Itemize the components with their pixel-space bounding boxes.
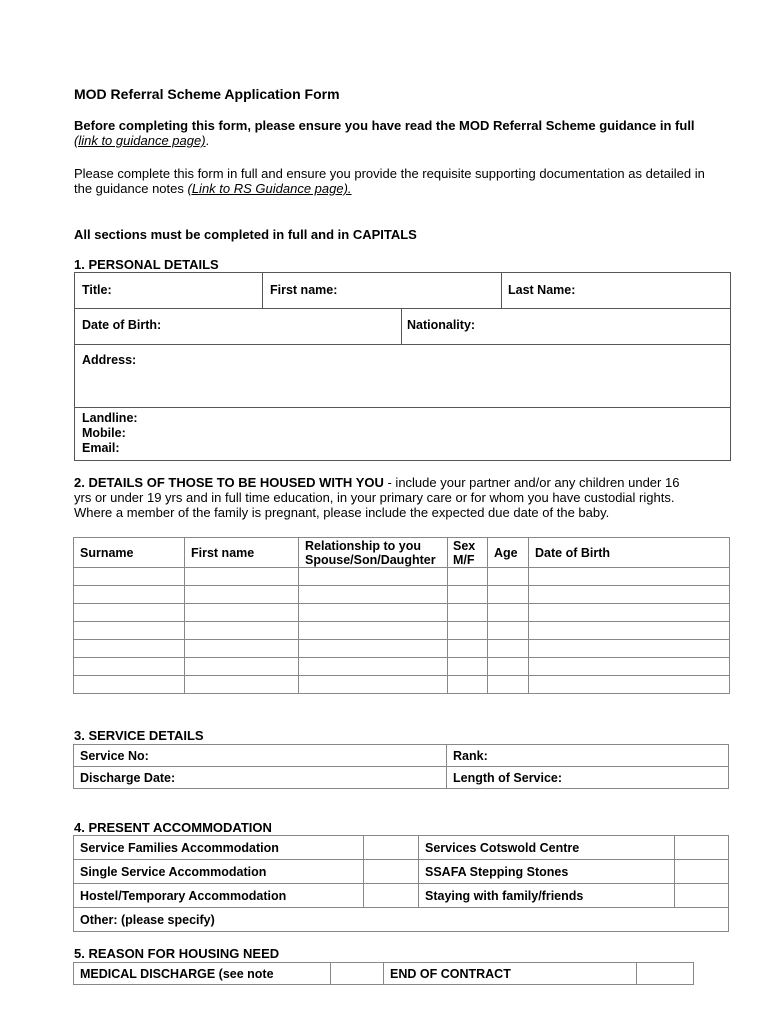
length-of-service-field[interactable]: Length of Service: bbox=[447, 767, 729, 789]
table-cell[interactable] bbox=[488, 640, 529, 658]
title-label: Title: bbox=[82, 283, 112, 297]
table-row[interactable] bbox=[74, 586, 730, 604]
table-cell[interactable] bbox=[185, 568, 299, 586]
intro-guidance-tail: . bbox=[205, 133, 210, 148]
table-cell[interactable] bbox=[488, 676, 529, 694]
accom-option-label: Services Cotswold Centre bbox=[419, 836, 675, 860]
table-cell[interactable] bbox=[299, 676, 448, 694]
last-name-label: Last Name: bbox=[508, 283, 576, 297]
table-cell[interactable] bbox=[448, 604, 488, 622]
table-cell[interactable] bbox=[448, 622, 488, 640]
table-cell[interactable] bbox=[448, 658, 488, 676]
table-cell[interactable] bbox=[529, 640, 730, 658]
address-label: Address: bbox=[82, 353, 137, 367]
accom-checkbox[interactable] bbox=[364, 860, 419, 884]
table-cell[interactable] bbox=[299, 586, 448, 604]
table-row[interactable] bbox=[74, 676, 730, 694]
table-cell[interactable] bbox=[299, 658, 448, 676]
section-2-intro bbox=[74, 475, 699, 520]
col-first-name: First name bbox=[185, 538, 299, 568]
table-cell[interactable] bbox=[185, 586, 299, 604]
contact-labels bbox=[82, 411, 138, 456]
dob-label: Date of Birth: bbox=[82, 318, 162, 332]
table-cell[interactable] bbox=[185, 604, 299, 622]
table-cell[interactable] bbox=[448, 640, 488, 658]
household-table bbox=[73, 537, 730, 694]
accom-checkbox[interactable] bbox=[675, 860, 729, 884]
contact-field[interactable] bbox=[74, 407, 731, 461]
table-cell[interactable] bbox=[299, 568, 448, 586]
table-cell[interactable] bbox=[74, 640, 185, 658]
first-name-label: First name: bbox=[270, 283, 338, 297]
nationality-label: Nationality: bbox=[407, 318, 476, 332]
accom-option-label: Service Families Accommodation bbox=[74, 836, 364, 860]
table-cell[interactable] bbox=[185, 640, 299, 658]
col-age: Age bbox=[488, 538, 529, 568]
housing-need-table bbox=[73, 962, 694, 985]
table-row[interactable] bbox=[74, 640, 730, 658]
accom-option-label: Staying with family/friends bbox=[419, 884, 675, 908]
table-cell[interactable] bbox=[299, 640, 448, 658]
service-details-table bbox=[73, 744, 729, 789]
rs-guidance-link[interactable]: (Link to RS Guidance page). bbox=[187, 181, 352, 196]
landline-label: Landline: bbox=[82, 411, 138, 425]
table-cell[interactable] bbox=[185, 658, 299, 676]
table-cell[interactable] bbox=[185, 676, 299, 694]
other-accommodation-field[interactable]: Other: (please specify) bbox=[74, 908, 729, 932]
col-surname: Surname bbox=[74, 538, 185, 568]
form-title: MOD Referral Scheme Application Form bbox=[74, 86, 340, 102]
col-sex: Sex M/F bbox=[448, 538, 488, 568]
table-cell[interactable] bbox=[448, 586, 488, 604]
medical-discharge-label: MEDICAL DISCHARGE (see note bbox=[74, 963, 331, 985]
intro-complete-text: Please complete this form in full and ensure you provide the requisite supporting documentation as detailed in the guidance notes bbox=[74, 166, 705, 196]
table-cell[interactable] bbox=[529, 622, 730, 640]
table-cell[interactable] bbox=[529, 604, 730, 622]
caps-note: All sections must be completed in full and in CAPITALS bbox=[74, 227, 417, 242]
table-row[interactable] bbox=[74, 568, 730, 586]
table-cell[interactable] bbox=[74, 676, 185, 694]
table-cell[interactable] bbox=[74, 622, 185, 640]
section-5-heading: 5. REASON FOR HOUSING NEED bbox=[74, 946, 280, 961]
rank-field[interactable]: Rank: bbox=[447, 745, 729, 767]
accom-option-label: Single Service Accommodation bbox=[74, 860, 364, 884]
address-field[interactable] bbox=[74, 344, 731, 408]
accom-checkbox[interactable] bbox=[364, 884, 419, 908]
table-row[interactable] bbox=[74, 622, 730, 640]
table-cell[interactable] bbox=[448, 568, 488, 586]
table-cell[interactable] bbox=[74, 604, 185, 622]
table-cell[interactable] bbox=[529, 676, 730, 694]
accom-checkbox[interactable] bbox=[675, 836, 729, 860]
table-row[interactable] bbox=[74, 658, 730, 676]
intro-complete bbox=[74, 166, 714, 196]
household-header-row bbox=[74, 538, 730, 568]
table-cell[interactable] bbox=[488, 604, 529, 622]
accom-checkbox[interactable] bbox=[675, 884, 729, 908]
accom-option-label: Hostel/Temporary Accommodation bbox=[74, 884, 364, 908]
table-cell[interactable] bbox=[185, 622, 299, 640]
service-no-field[interactable]: Service No: bbox=[74, 745, 447, 767]
table-cell[interactable] bbox=[448, 676, 488, 694]
discharge-date-field[interactable]: Discharge Date: bbox=[74, 767, 447, 789]
table-cell[interactable] bbox=[488, 568, 529, 586]
table-cell[interactable] bbox=[529, 568, 730, 586]
table-cell[interactable] bbox=[74, 568, 185, 586]
table-cell[interactable] bbox=[488, 658, 529, 676]
section-1-heading: 1. PERSONAL DETAILS bbox=[74, 257, 219, 272]
accommodation-table bbox=[73, 835, 729, 932]
accom-option-label: SSAFA Stepping Stones bbox=[419, 860, 675, 884]
accom-checkbox[interactable] bbox=[364, 836, 419, 860]
intro-guidance-text: Before completing this form, please ensure you have read the MOD Referral Scheme guidance in full bbox=[74, 118, 695, 133]
section-2-heading: 2. DETAILS OF THOSE TO BE HOUSED WITH YOU bbox=[74, 475, 384, 490]
col-relationship: Relationship to you Spouse/Son/Daughter bbox=[299, 538, 448, 568]
table-cell[interactable] bbox=[488, 622, 529, 640]
table-cell[interactable] bbox=[488, 586, 529, 604]
end-of-contract-checkbox[interactable] bbox=[637, 963, 694, 985]
section-3-heading: 3. SERVICE DETAILS bbox=[74, 728, 204, 743]
table-cell[interactable] bbox=[74, 658, 185, 676]
medical-discharge-checkbox[interactable] bbox=[331, 963, 384, 985]
email-label: Email: bbox=[82, 441, 120, 455]
section-4-heading: 4. PRESENT ACCOMMODATION bbox=[74, 820, 272, 835]
guidance-link[interactable]: (link to guidance page) bbox=[74, 133, 206, 148]
table-cell[interactable] bbox=[529, 658, 730, 676]
mobile-label: Mobile: bbox=[82, 426, 126, 440]
table-cell[interactable] bbox=[74, 586, 185, 604]
intro-guidance bbox=[74, 118, 714, 148]
table-cell[interactable] bbox=[299, 622, 448, 640]
section-2-desc: - include your partner and/or any children under 16 yrs or under 19 yrs and in full time education, in your primary care or for whom you have custodial rights. Where a member of the family is pregnant, please include the expected due date of the baby. bbox=[74, 475, 680, 520]
table-row[interactable] bbox=[74, 604, 730, 622]
end-of-contract-label: END OF CONTRACT bbox=[384, 963, 637, 985]
col-dob: Date of Birth bbox=[529, 538, 730, 568]
table-cell[interactable] bbox=[299, 604, 448, 622]
table-cell[interactable] bbox=[529, 586, 730, 604]
